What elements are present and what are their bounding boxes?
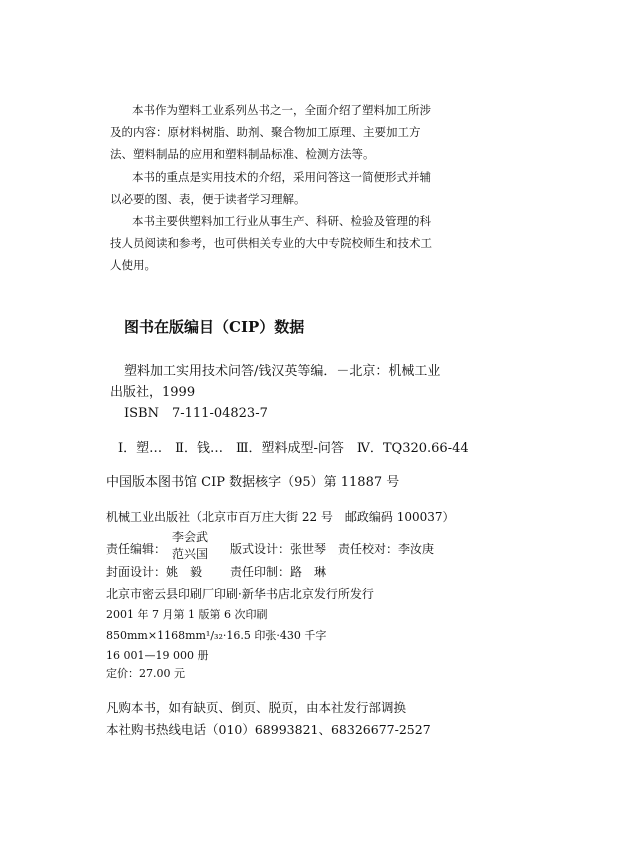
- editor-name-1: 李会武: [172, 530, 209, 544]
- print-supervisor: 责任印制：路 琳: [230, 565, 327, 579]
- printer-line: 北京市密云县印刷厂印刷·新华书店北京发行所发行: [106, 587, 374, 601]
- intro-p2-line1: 本书的重点是实用技术的介绍，采用问答这一简便形式并辅: [132, 170, 431, 184]
- notice-line2: 本社购书热线电话（010）68993821、68326677-2527: [106, 722, 431, 737]
- notice-line1: 凡购本书，如有缺页、倒页、脱页，由本社发行部调换: [106, 700, 407, 715]
- cip-classification: Ⅰ．塑… Ⅱ．钱… Ⅲ．塑料成型-问答 Ⅳ．TQ320.66-44: [118, 441, 469, 456]
- intro-p1-line2: 及的内容：原材料树脂、助剂、聚合物加工原理、主要加工方: [110, 125, 421, 139]
- editor-name-2: 范兴国: [172, 547, 209, 561]
- edition-line: 2001 年 7 月第 1 版第 6 次印刷: [106, 608, 268, 621]
- layout-design: 版式设计：张世琴: [230, 542, 327, 556]
- intro-p1-line3: 法、塑料制品的应用和塑料制品标准、检测方法等。: [110, 147, 375, 161]
- price-line: 定价：27.00 元: [106, 667, 185, 680]
- cip-record-line1: 塑料加工实用技术问答/钱汉英等编．－北京：机械工业: [124, 364, 441, 379]
- intro-p3-line1: 本书主要供塑料加工行业从事生产、科研、检验及管理的科: [132, 214, 431, 228]
- cover-design: 封面设计：姚 毅: [106, 565, 203, 579]
- intro-p3-line3: 人使用。: [110, 258, 156, 272]
- intro-p1-line1: 本书作为塑料工业系列丛书之一，全面介绍了塑料加工所涉: [132, 103, 431, 117]
- format-line: 850mm×1168mm¹/₃₂·16.5 印张·430 千字: [106, 629, 327, 642]
- proofreader: 责任校对：李汝庚: [338, 542, 435, 556]
- editor-label: 责任编辑：: [106, 542, 167, 556]
- cip-library-number: 中国版本图书馆 CIP 数据核字（95）第 11887 号: [106, 475, 400, 490]
- intro-p2-line2: 以必要的图、表，便于读者学习理解。: [110, 192, 306, 206]
- intro-p3-line2: 技人员阅读和参考，也可供相关专业的大中专院校师生和技术工: [110, 236, 432, 250]
- cip-title: 图书在版编目（CIP）数据: [124, 318, 305, 336]
- print-run-line: 16 001—19 000 册: [106, 649, 209, 662]
- cip-isbn: ISBN 7-111-04823-7: [124, 406, 268, 421]
- publisher-line: 机械工业出版社（北京市百万庄大街 22 号 邮政编码 100037）: [106, 510, 455, 524]
- cip-record-line2: 出版社，1999: [110, 385, 196, 400]
